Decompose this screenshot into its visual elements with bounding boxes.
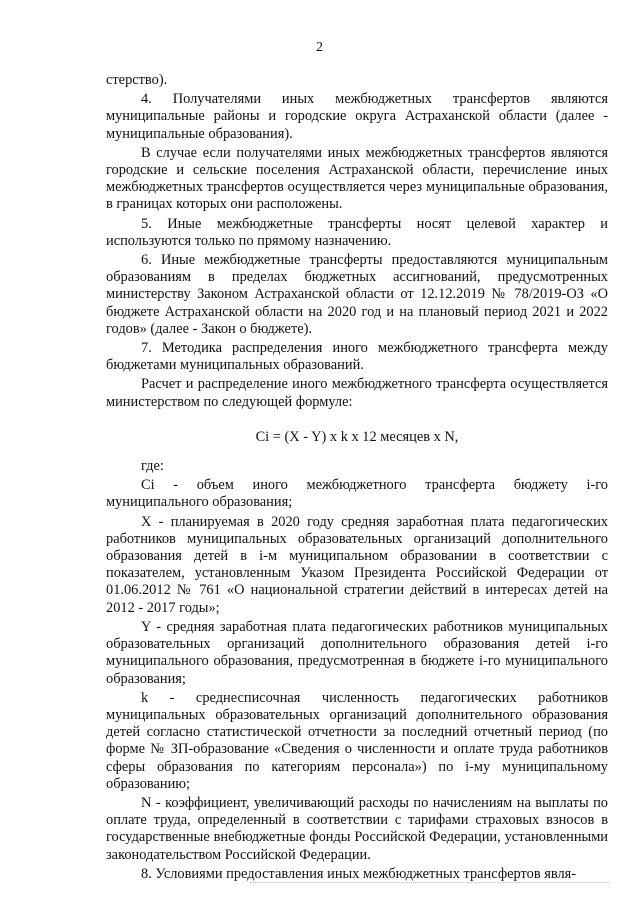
scan-artifact-line: [250, 880, 610, 883]
paragraph-4: 4. Получателями иных межбюджетных трансфертов являются муниципальные районы и городские округа Астраханской области (далее - муниципальные образования).: [106, 91, 608, 142]
definition-n: N - коэффициент, увеличивающий расходы по начислениям на выплаты по оплате труда, определенный в соответствии с тарифами страховых взносов в государственные внебюджетные фонды Российской Федерации, установленными законодательством Российской Федерации.: [106, 794, 608, 863]
paragraph-6: 6. Иные межбюджетные трансферты предоставляются муниципальным образованиям в пределах бюджетных ассигнований, предусмотренных министерству Законом Астраханской области от 12.12.2019 № 78/2019-ОЗ «О бюджете Астраханской области на 2020 год и на плановый период 2021 и 2022 годов» (далее - Закон о бюджете).: [106, 252, 608, 337]
where-label: где:: [141, 458, 164, 475]
paragraph-8: 8. Условиями предоставления иных межбюджетных трансфертов явля-: [141, 865, 577, 882]
paragraph-5: 5. Иные межбюджетные трансферты носят целевой характер и используются только по прямому назначению.: [106, 215, 608, 249]
definition-x: X - планируемая в 2020 году средняя заработная плата педагогических работников муниципальных образовательных организаций дополнительного образования детей в i-м муниципальном образовании в соответствии с показателем, установленным Указом Президента Российской Федерации от 01.06.2012 № 761 «О национальной стратегии действий в интересах детей на 2012 - 2017 годы»;: [106, 513, 608, 616]
paragraph-7-calculation: Расчет и распределение иного межбюджетного трансферта осуществляется министерством по следующей формуле:: [106, 376, 608, 410]
paragraph-4-settlements: В случае если получателями иных межбюджетных трансфертов являются городские и сельские поселения Астраханской области, перечисление иных межбюджетных трансфертов осуществляется через муниципальные образования, в границах которых они расположены.: [106, 144, 608, 213]
paragraph-7: 7. Методика распределения иного межбюджетного трансферта между бюджетами муниципальных образований.: [106, 340, 608, 374]
definition-ci: Ci - объем иного межбюджетного трансферта бюджету i-го муниципального образования;: [106, 477, 608, 511]
distribution-formula: Ci = (X - Y) x k x 12 месяцев x N,: [255, 428, 459, 445]
definition-y: Y - средняя заработная плата педагогических работников муниципальных образовательных организаций дополнительного образования детей i-го муниципального образования, предусмотренная в бюджете i-го муниципального образования;: [106, 618, 608, 687]
paragraph-continuation: стерство).: [106, 72, 168, 88]
document-body: [106, 72, 608, 885]
page-number: 2: [316, 40, 323, 55]
definition-k: k - среднесписочная численность педагогических работников муниципальных образовательных организаций дополнительного образования детей согласно статистической отчетности за последний отчетный период (по форме № ЗП-образование «Сведения о численности и оплате труда работников сферы образования по категориям персонала») по i-му муниципальному образованию;: [106, 689, 608, 792]
